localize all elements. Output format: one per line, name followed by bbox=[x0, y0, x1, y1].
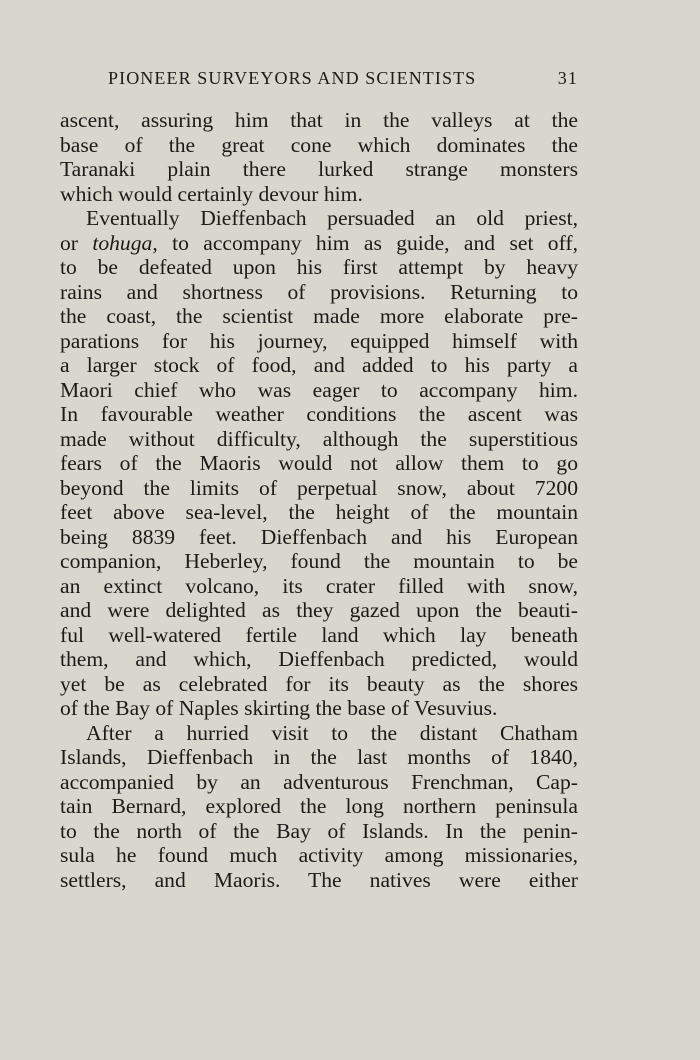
text-line: sula he found much activity among missionaries, bbox=[60, 843, 578, 867]
text-line: a larger stock of food, and added to his party a bbox=[60, 353, 578, 377]
paragraph bbox=[60, 108, 578, 206]
text-line: made without difficulty, although the superstitious bbox=[60, 426, 578, 451]
text-line: an extinct volcano, its crater filled with snow, bbox=[60, 573, 578, 598]
body-text bbox=[60, 108, 578, 892]
text-line: accompanied by an adventurous Frenchman, Cap- bbox=[60, 769, 578, 794]
text-line: feet above sea-level, the height of the mountain bbox=[60, 500, 578, 524]
text-line: Eventually Dieffenbach persuaded an old priest, bbox=[86, 206, 578, 230]
text-line: fears of the Maoris would not allow them to go bbox=[60, 451, 578, 475]
text-line: settlers, and Maoris. The natives were either bbox=[60, 867, 578, 892]
text-line: ful well-watered fertile land which lay beneath bbox=[60, 622, 578, 647]
text-line: ascent, assuring him that in the valleys at the bbox=[60, 108, 578, 132]
text-line: the coast, the scientist made more elaborate pre- bbox=[60, 304, 578, 328]
paragraph bbox=[60, 206, 578, 721]
text-line: Taranaki plain there lurked strange monsters bbox=[60, 157, 578, 181]
text-line: them, and which, Dieffenbach predicted, would bbox=[60, 647, 578, 671]
text-line: parations for his journey, equipped himself with bbox=[60, 328, 578, 353]
text-line bbox=[60, 231, 578, 256]
text-line: yet be as celebrated for its beauty as the shores bbox=[60, 671, 578, 696]
text-line: Islands, Dieffenbach in the last months of 1840, bbox=[60, 745, 578, 769]
text-line: beyond the limits of perpetual snow, about 7200 bbox=[60, 475, 578, 500]
running-header bbox=[100, 68, 578, 92]
paragraph bbox=[60, 721, 578, 893]
text-fragment: or bbox=[60, 230, 93, 255]
page-number: 31 bbox=[557, 68, 578, 88]
text-line: companion, Heberley, found the mountain to be bbox=[60, 549, 578, 573]
text-line: Maori chief who was eager to accompany him. bbox=[60, 377, 578, 402]
text-line: base of the great cone which dominates the bbox=[60, 132, 578, 157]
text-line: tain Bernard, explored the long northern peninsula bbox=[60, 794, 578, 818]
text-line: After a hurried visit to the distant Chatham bbox=[86, 720, 578, 745]
text-line: which would certainly devour him. bbox=[60, 181, 363, 206]
text-line: rains and shortness of provisions. Returning to bbox=[60, 279, 578, 304]
text-line: to the north of the Bay of Islands. In the penin- bbox=[60, 818, 578, 843]
text-line: of the Bay of Naples skirting the base of Vesuvius. bbox=[60, 696, 498, 720]
text-line: to be defeated upon his first attempt by heavy bbox=[60, 255, 578, 279]
italic-term: tohuga bbox=[92, 230, 153, 255]
text-line: In favourable weather conditions the ascent was bbox=[60, 402, 578, 426]
text-line: and were delighted as they gazed upon the beauti- bbox=[60, 598, 578, 622]
text-fragment: , to accompany him as guide, and set off, bbox=[152, 230, 578, 255]
running-header-title: PIONEER SURVEYORS AND SCIENTISTS bbox=[108, 68, 477, 88]
text-line: being 8839 feet. Dieffenbach and his European bbox=[60, 524, 578, 549]
